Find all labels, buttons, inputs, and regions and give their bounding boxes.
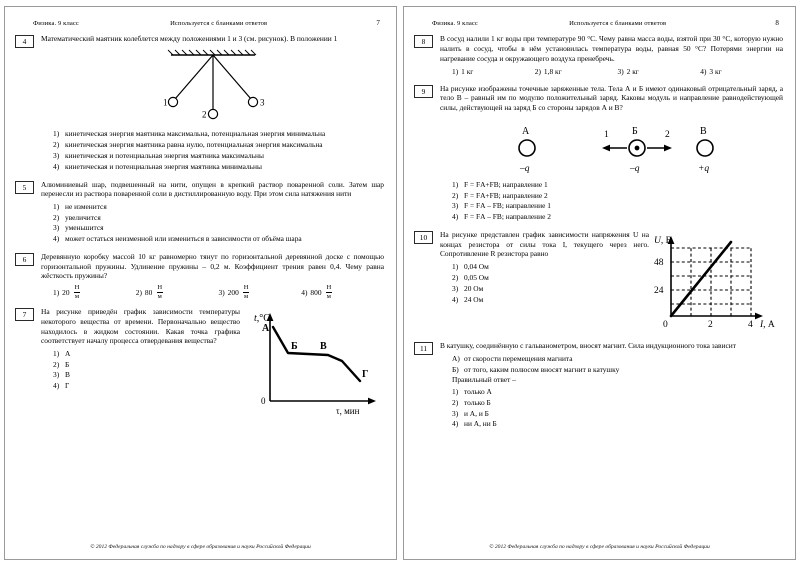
question-11: [414, 341, 783, 430]
option-item[interactable]: [219, 285, 302, 300]
temperature-time-graph: [244, 307, 384, 417]
option-marker: 2): [452, 272, 459, 282]
option-item[interactable]: [53, 223, 384, 232]
statement-label: от того, каким полюсом вносят магнит в катушку: [464, 364, 620, 374]
option-item[interactable]: [53, 285, 136, 300]
option-label: 3 кг: [709, 67, 722, 77]
svg-text:2: 2: [664, 129, 670, 140]
svg-text:t,°C: t,°C: [254, 313, 270, 325]
statement-label: от скорости перемещения магнита: [464, 353, 573, 363]
unit-denominator: м: [326, 292, 331, 300]
svg-text:Б: Б: [631, 125, 638, 137]
option-marker: 1): [53, 348, 60, 358]
svg-text:Б: Б: [291, 341, 298, 353]
option-value: 20: [62, 287, 70, 297]
question-number-box: 5: [15, 181, 34, 194]
option-marker: 1): [53, 201, 60, 211]
option-value: 800: [310, 287, 322, 297]
option-value: 200: [227, 287, 239, 297]
option-item[interactable]: [136, 285, 219, 300]
footer-text: © 2012 Федеральная служба по надзору в сфере образования и науки Российской Федерации: [90, 543, 311, 550]
svg-text:2: 2: [201, 109, 206, 120]
option-label: 1,8 кг: [543, 67, 562, 77]
option-item[interactable]: [700, 67, 783, 76]
option-label: F = FА – FВ; направление 1: [464, 201, 551, 211]
page-header-left: [33, 19, 380, 28]
option-label: 1 кг: [461, 67, 474, 77]
option-marker: 3): [452, 201, 459, 211]
option-label: F = FА+FВ; направление 1: [464, 179, 548, 189]
svg-text:3: 3: [259, 97, 264, 108]
answer-options: [440, 180, 783, 222]
question-number-box: 11: [414, 342, 433, 355]
statement-marker: А): [452, 353, 460, 363]
option-label: В: [65, 370, 70, 380]
option-marker: 2): [53, 359, 60, 369]
option-marker: 1): [452, 67, 459, 77]
point-charges-diagram: [440, 116, 783, 178]
option-item[interactable]: [53, 162, 384, 171]
option-marker: 4): [53, 381, 60, 391]
question-stem: В катушку, соединённую с гальванометром, вносят магнит. Сила индукционного тока зависит: [440, 341, 736, 351]
option-item[interactable]: [452, 295, 649, 304]
option-marker: 2): [135, 287, 142, 297]
answer-options: [41, 285, 384, 300]
question-4: [15, 34, 384, 172]
option-value: 80: [144, 287, 153, 297]
option-label: ни А, ни Б: [464, 419, 497, 429]
question-stem: В сосуд налили 1 кг воды при температуре 90 °С. Чему равна масса воды, взятой при 30 °С, которую нужно налить в сосуд, чтобы в нём установилась температура воды, равная 50 °С? Потерями энергии на нагревание сосуда и окружающего воздуха пренебречь.: [440, 34, 783, 63]
option-marker: 1): [452, 261, 459, 271]
header-subject: Физика. 9 класс: [432, 20, 478, 27]
answer-options: [440, 67, 783, 76]
option-marker: 4): [53, 161, 60, 171]
svg-text:24: 24: [654, 286, 664, 297]
question-10: [414, 230, 783, 334]
svg-text:1: 1: [603, 129, 609, 140]
option-item[interactable]: [452, 273, 649, 282]
option-marker: 3): [53, 370, 60, 380]
svg-text:–q: –q: [519, 163, 529, 174]
svg-text:–q: –q: [629, 163, 639, 174]
header-note: Используется с бланками ответов: [170, 20, 268, 27]
svg-text:I, А: I, А: [760, 320, 775, 331]
option-marker: 3): [452, 283, 459, 293]
question-stem: Алюминиевый шар, подвешенный на нити, опущен в крепкий раствор поваренной соли. Затем шар перенесли из раствора поваренной соли в дистиллированную воду. При этом сила натяжения нити: [41, 179, 384, 199]
unit-numerator: Н: [243, 284, 249, 292]
option-label: F = FА – FВ; направление 2: [464, 212, 551, 222]
option-label: Б: [65, 359, 70, 369]
option-item[interactable]: [452, 262, 649, 271]
option-label: только Б: [464, 397, 491, 407]
option-label: увеличится: [65, 212, 101, 222]
question-6: [15, 252, 384, 300]
pendulum-diagram: [41, 47, 384, 127]
exam-page-right: [403, 6, 796, 560]
page-footer: [404, 544, 795, 551]
option-label: только А: [464, 386, 492, 396]
svg-text:В: В: [320, 341, 327, 353]
statement-item: [452, 365, 783, 374]
option-item[interactable]: [53, 151, 384, 160]
option-label: А: [65, 348, 71, 358]
svg-text:U, В: U, В: [654, 236, 672, 247]
option-marker: 4): [301, 287, 308, 297]
svg-text:0: 0: [663, 320, 668, 331]
question-stem: Деревянную коробку массой 10 кг равномерно тянут по горизонтальной деревянной доске с помощью горизонтальной пружины. Удлинение пружины – 0,2 м. Коэффициент трения равен 0,4. Чему равна жёсткость пружины?: [41, 252, 384, 281]
option-label: уменьшится: [65, 223, 104, 233]
option-label: 2 кг: [626, 67, 639, 77]
option-label: кинетическая и потенциальная энергия маятника максимальны: [65, 150, 264, 160]
question-number-box: 6: [15, 253, 34, 266]
svg-text:τ, мин: τ, мин: [336, 406, 360, 417]
question-number-box: 10: [414, 231, 433, 244]
option-marker: 2): [452, 397, 459, 407]
option-marker: 2): [53, 212, 60, 222]
option-label: кинетическая энергия маятника максимальна, потенциальная энергия минимальна: [65, 129, 326, 139]
option-item[interactable]: [53, 381, 240, 390]
option-marker: 4): [452, 419, 459, 429]
page-number: 8: [775, 19, 779, 27]
option-item[interactable]: [53, 213, 384, 222]
exam-page-left: [4, 6, 397, 560]
unit-denominator: м: [74, 292, 80, 300]
header-subject: Физика. 9 класс: [33, 20, 79, 27]
unit-numerator: Н: [326, 284, 332, 292]
unit-fraction: [74, 285, 81, 300]
option-item[interactable]: [452, 201, 783, 210]
svg-text:2: 2: [708, 320, 713, 331]
option-item[interactable]: [452, 409, 783, 418]
option-label: может остаться неизменной или измениться в зависимости от объёма шара: [65, 234, 302, 244]
question-stem: На рисунке приведён график зависимости температуры некоторого вещества от времени. Первоначально вещество находилось в жидком состоянии. Какая точка графика соответствует началу процесса отвердевания вещества?: [41, 307, 240, 346]
voltage-current-graph-svg: [653, 232, 783, 332]
option-item[interactable]: [301, 285, 384, 300]
page-header-right: [432, 19, 779, 28]
option-item[interactable]: [452, 419, 783, 428]
option-label: Г: [65, 381, 70, 391]
option-marker: 3): [452, 408, 459, 418]
option-item[interactable]: [618, 67, 701, 76]
question-stem: Математический маятник колеблется между положениями 1 и 3 (см. рисунок). В положении 1: [41, 34, 338, 44]
footer-text: © 2012 Федеральная служба по надзору в сфере образования и науки Российской Федерации: [489, 543, 710, 550]
answer-options: [41, 349, 240, 391]
option-marker: 2): [452, 190, 459, 200]
option-item[interactable]: [452, 180, 783, 189]
option-item[interactable]: [452, 212, 783, 221]
option-item[interactable]: [53, 140, 384, 149]
option-marker: 3): [53, 150, 60, 160]
question-number-box: 7: [15, 308, 34, 321]
svg-text:4: 4: [748, 320, 753, 331]
option-item[interactable]: [53, 129, 384, 138]
option-label: не изменится: [65, 201, 107, 211]
option-item[interactable]: [452, 387, 783, 396]
page-footer: [5, 544, 396, 551]
unit-fraction: [243, 285, 250, 300]
option-item[interactable]: [53, 349, 240, 358]
answer-options: [440, 262, 649, 304]
point-charges-svg: [487, 116, 737, 178]
question-8: [414, 34, 783, 76]
option-marker: 4): [452, 212, 459, 222]
option-label: F = FА+FВ; направление 2: [464, 190, 548, 200]
option-marker: 1): [53, 287, 60, 297]
svg-text:Г: Г: [362, 369, 369, 381]
temperature-time-graph-svg: [244, 309, 384, 417]
option-marker: 4): [700, 67, 707, 77]
svg-text:В: В: [699, 125, 707, 137]
answer-options: [440, 387, 783, 429]
question-5: [15, 180, 384, 246]
question-7: [15, 307, 384, 417]
unit-denominator: м: [157, 292, 162, 300]
option-marker: 3): [218, 287, 225, 297]
option-marker: 1): [452, 179, 459, 189]
option-marker: 3): [53, 223, 60, 233]
answer-prompt: Правильный ответ –: [452, 375, 516, 385]
header-note: Используется с бланками ответов: [569, 20, 667, 27]
question-9: [414, 84, 783, 223]
svg-text:0: 0: [261, 396, 266, 407]
voltage-current-graph: [653, 230, 783, 334]
unit-fraction: [156, 285, 163, 300]
statement-item: [452, 354, 783, 363]
option-label: 0,05 Ом: [464, 272, 489, 282]
option-item[interactable]: [53, 370, 240, 379]
option-marker: 2): [534, 67, 541, 77]
option-item[interactable]: [452, 398, 783, 407]
option-item[interactable]: [535, 67, 618, 76]
option-item[interactable]: [53, 234, 384, 243]
option-label: 0,04 Ом: [464, 261, 489, 271]
page-number: 7: [376, 19, 380, 27]
question-stem: На рисунке изображены точечные заряженные тела. Тела А и Б имеют одинаковый отрицательный заряд, а тело В – равный им по модулю положительный заряд. Каковы модуль и направление равнодействующей силы, действующей на заряд Б со стороны зарядов А и В?: [440, 83, 783, 113]
option-item[interactable]: [452, 67, 535, 76]
unit-denominator: м: [244, 292, 249, 300]
option-marker: 1): [452, 386, 459, 396]
svg-text:А: А: [521, 125, 529, 137]
question-number-box: 9: [414, 85, 433, 98]
question-number-box: 4: [15, 35, 34, 48]
option-marker: 4): [53, 234, 60, 244]
answer-options: [41, 202, 384, 244]
option-marker: 2): [53, 139, 60, 149]
svg-text:+q: +q: [697, 163, 709, 174]
option-label: 20 Ом: [464, 283, 484, 293]
option-marker: 4): [452, 294, 459, 304]
option-label: кинетическая энергия маятника равна нулю, потенциальная энергия максимальна: [65, 139, 323, 149]
svg-text:А: А: [262, 323, 270, 335]
option-marker: 3): [617, 67, 624, 77]
svg-text:1: 1: [162, 97, 167, 108]
unit-numerator: Н: [74, 284, 80, 292]
pendulum-svg: [113, 47, 313, 127]
answer-options: [41, 129, 384, 171]
option-label: и А, и Б: [464, 408, 489, 418]
option-item[interactable]: [452, 191, 783, 200]
svg-text:48: 48: [654, 258, 664, 269]
unit-fraction: [326, 285, 333, 300]
option-item[interactable]: [53, 202, 384, 211]
option-label: 24 Ом: [464, 294, 484, 304]
option-label: кинетическая и потенциальная энергия маятника минимальны: [65, 161, 262, 171]
question-stem: На рисунке представлен график зависимости напряжения U на концах резистора от силы тока I, текущего через него. Сопротивление R резистора равно: [440, 230, 649, 259]
statement-marker: Б): [452, 364, 459, 374]
unit-numerator: Н: [157, 284, 163, 292]
option-marker: 1): [53, 129, 60, 139]
statement-list: [440, 354, 783, 374]
option-item[interactable]: [53, 360, 240, 369]
question-number-box: 8: [414, 35, 433, 48]
option-item[interactable]: [452, 284, 649, 293]
